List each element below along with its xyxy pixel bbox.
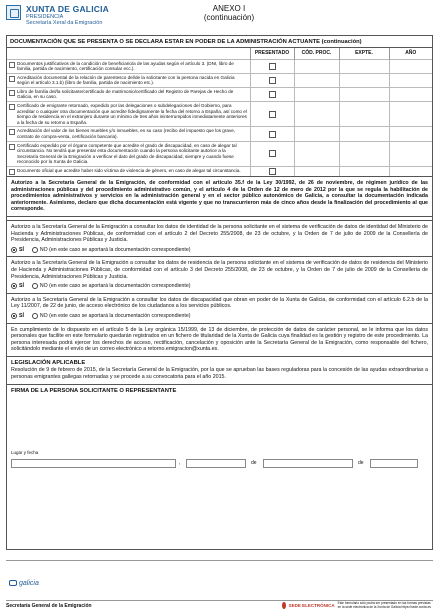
residence-no-option[interactable] (32, 283, 191, 290)
presented-checkbox[interactable] (269, 77, 276, 84)
documents-col-description (7, 48, 250, 59)
document-row (7, 167, 432, 177)
proc-code-cell[interactable] (294, 73, 339, 87)
authorization-residence (7, 256, 432, 292)
proc-code-cell[interactable] (294, 167, 339, 177)
file-cell[interactable] (339, 73, 389, 87)
legislation-text: Resolución de 9 de febrero de 2015, de la Secretaría General de la Emigración, por la que se aprueban las bases reguladoras para la concesión de las ayudas extraordinarias a personas emigrantes gallegas retornadas y se procede a su convocatoria para el año 2015. (11, 367, 428, 381)
year-cell[interactable] (389, 87, 432, 101)
col-proc-code: CÓD. PROC. (294, 48, 339, 59)
identity-yes-option[interactable] (11, 247, 24, 254)
month-field[interactable] (263, 459, 353, 468)
document-text: Libro de familia del/la solicitante/certificado de matrimonio/certificado del Registro de Parejas de Hecho de Galicia, en su caso. (17, 88, 234, 100)
radio-selected-icon[interactable] (11, 247, 17, 253)
document-description-cell (7, 127, 250, 141)
year-cell[interactable] (389, 102, 432, 127)
document-text: Documento oficial que acredite haber sido víctima de violencia de género, en caso de alegar tal circunstancia. (17, 168, 241, 173)
document-description-cell (7, 141, 250, 166)
presented-cell (250, 127, 294, 141)
presented-checkbox[interactable] (269, 91, 276, 98)
sede-name: SEDE ELECTRÓNICA (288, 603, 335, 609)
brand-name: XUNTA DE GALICIA (26, 4, 110, 14)
authorization-disability (7, 293, 432, 323)
document-description (9, 128, 248, 139)
document-description-cell (7, 102, 250, 127)
radio-selected-icon[interactable] (11, 283, 17, 289)
document-description (9, 168, 248, 175)
presented-cell (250, 87, 294, 101)
row-checkbox[interactable] (9, 76, 15, 82)
presented-cell (250, 167, 294, 177)
presented-cell (250, 141, 294, 166)
footer-divider (6, 560, 433, 561)
signature-section (7, 384, 432, 549)
day-field[interactable] (186, 459, 246, 468)
row-checkbox[interactable] (9, 104, 15, 110)
authorization-documents-text: Autorizo a la Secretaría General de la Emigración, de conformidad con el artículo 35.f de la Ley 30/1992, de 26 de noviembre, de régimen jurídico de las administraciones públicas y del procedimiento administrativo común, y el artículo 4 de la Orden de 12 de mero de 2012 por la que se regula la habilitación de procedimientos administrativos y servicios en la administración general y en el sector público autonómico de Galicia, a consultar la documentación indicada anteriormente. Asimismo, declaro que dicha documentación está vigente y que no transcurrieron más de cinco años desde la finalización del procedimiento al que corresponde. (11, 180, 428, 213)
place-field[interactable] (11, 459, 176, 468)
galicia-logo-text: galicia (19, 580, 39, 587)
documents-section-title: DOCUMENTACIÓN QUE SE PRESENTA O SE DECLARA ESTAR EN PODER DE LA ADMINISTRACIÓN ACTUANTE (continuación) (7, 36, 432, 48)
document-description-cell (7, 87, 250, 101)
year-cell[interactable] (389, 73, 432, 87)
no-label: NO (en este caso se aportará la documentación correspondiente) (39, 246, 191, 253)
yes-label: SÍ (19, 246, 24, 253)
proc-code-cell[interactable] (294, 59, 339, 73)
row-checkbox[interactable] (9, 169, 15, 175)
document-description (9, 143, 248, 165)
row-checkbox[interactable] (9, 144, 15, 150)
annex-title (174, 4, 284, 22)
radio-empty-icon[interactable] (32, 247, 38, 253)
sede-icon (282, 602, 286, 609)
file-cell[interactable] (339, 167, 389, 177)
disability-radio-group (11, 313, 428, 320)
annex-line-2: (continuación) (203, 13, 255, 22)
identity-radio-group (11, 247, 428, 254)
document-row (7, 73, 432, 87)
legislation-section (7, 356, 432, 384)
presented-cell (250, 59, 294, 73)
disability-no-option[interactable] (32, 313, 191, 320)
row-checkbox[interactable] (9, 129, 15, 135)
no-label: NO (en este caso se aportará la documentación correspondiente) (39, 312, 191, 319)
presented-checkbox[interactable] (269, 150, 276, 157)
col-presented: PRESENTADO (250, 48, 294, 59)
document-row (7, 127, 432, 141)
document-text: Acreditación documental de la relación de parentesco del/de la solicitante con la persona nacida en Galicia según el artículo 3.1.b) (libro de familia, partida de nacimiento etc.). (17, 74, 235, 86)
place-date-row (11, 459, 421, 469)
residence-radio-group (11, 283, 428, 290)
document-text: Acreditación del valor de los bienes muebles y/o inmuebles, en su caso (recibo del impuesto que los grave, contrato de compra-venta, certificación bancaria). (17, 128, 236, 140)
authorization-documents (7, 176, 432, 216)
signature-title: FIRMA DE LA PERSONA SOLICITANTE O REPRESENTANTE (11, 387, 177, 394)
comma-separator: , (179, 459, 181, 466)
data-protection-text: En cumplimiento de lo dispuesto en el artículo 5 de la Ley orgánica 15/1999, de 13 de diciembre, de protección de datos de carácter personal, se le informa que los datos personales que facilite en este formulario quedarán registrados en un fichero de titularidad de la Xunta de Galicia cuya finalidad es la gestión y registro de este procedimiento. La persona interesada podrá ejercer los derechos de acceso, rectificación, cancelación y oposición ante la Secretaría General de la Emigración, como responsable del fichero, solicitándolo mediante el envío de un correo electrónico a retorno.emigracion@xunta.es. (11, 326, 428, 353)
year-cell[interactable] (389, 167, 432, 177)
de-separator-1: de (251, 459, 257, 466)
document-description (9, 61, 248, 72)
document-text: Documentos justificativos de la condición de beneficiario/a de las ayudas según el artículo 3. (DNI, libro de familia, partida de nacimiento, certificación consular ecc.). (17, 60, 234, 72)
authorization-identity-text: Autorizo a la Secretaría General de la Emigración a consultar los datos de identidad de la persona solicitante en el sistema de verificación de datos de identidad del Ministerio de Hacienda y Administraciones Públicas, de conformidad con el artículo 2 del Decreto 255/2008, de 23 de octubre, y la Orden de 7 de julio de 2009 de la Consellería de Presidencia, Administraciones Públicas y Justicia. (11, 223, 428, 244)
yes-label: SÍ (19, 283, 24, 290)
proc-code-cell[interactable] (294, 141, 339, 166)
document-text: Certificado expedido por el órgano competente que acredite el grado de discapacidad, en caso de alegar tal circunstancia. No tendrá que presentar esta documentación cuando la persona solicitante autorice a la Secretaría General de la Emigración a verificar el dato del grado de discapacidad, siempre y cuando fuese reconocido por la Xunta de Galicia. (17, 142, 237, 165)
sede-text: Este formulario sólo podrá ser presentado en las formas previstas en la sede electrónica de la Xunta de Galicia https://sede.xunta.es (337, 601, 431, 609)
year-cell[interactable] (389, 127, 432, 141)
authorization-identity (7, 220, 432, 256)
document-description (9, 75, 248, 86)
document-description-cell (7, 59, 250, 73)
de-separator-2: de (358, 459, 364, 466)
department-name: PRESIDENCIA (26, 14, 64, 20)
document-text: Certificado de emigrante retornado, expedido por las delegaciones o subdelegaciones del Gobierno, para acreditar o cualquier otra documentación que acredite fidedignamente la fecha del retorno a España, así como el tiempo de residencia en el extranjero durante un mínimo de tres años ininterrumpidos inmediatamente anteriores a la fecha de su retorno a España. (17, 103, 247, 125)
disability-yes-option[interactable] (11, 313, 24, 320)
row-checkbox[interactable] (9, 62, 15, 68)
document-description-cell (7, 167, 250, 177)
proc-code-cell[interactable] (294, 87, 339, 101)
residence-yes-option[interactable] (11, 283, 24, 290)
col-year: AÑO (389, 48, 432, 59)
radio-empty-icon[interactable] (32, 313, 38, 319)
page-header (6, 4, 433, 30)
file-cell[interactable] (339, 87, 389, 101)
file-cell[interactable] (339, 59, 389, 73)
annex-line-1: ANEXO I (212, 4, 246, 13)
document-description-cell (7, 73, 250, 87)
authorization-disability-text: Autorizo a la Secretaría General de la Emigración a consultar los datos de discapacidad que obran en poder de la Xunta de Galicia, de conformidad con el artículo 6.2.b de la Ley 11/2007, de 22 de junio, de acceso electrónico de los ciudadanos a los servicios públicos. (11, 296, 428, 310)
authorization-residence-text: Autorizo a la Secretaría General de la Emigración a consultar los datos de residencia de la persona solicitante en el sistema de verificación de datos de residencia del Ministerio de Hacienda y Administraciones Públicas, de conformidad con el artículo 3 del Decreto 255/2008, de 23 de octubre, y la Orden de 7 de julio de 2009 de la Consellería de Presidencia, Administraciones Públicas y Justicia. (11, 260, 428, 280)
document-description (9, 103, 248, 125)
presented-checkbox[interactable] (269, 168, 276, 175)
radio-selected-icon[interactable] (11, 313, 17, 319)
subdepartment-name: Secretaría Xeral da Emigración (26, 20, 103, 26)
year-field[interactable] (370, 459, 418, 468)
document-row (7, 59, 432, 73)
footer-organization: Secretaría General de la Emigración (6, 603, 92, 609)
electronic-office-notice (282, 602, 433, 609)
data-protection-notice (7, 323, 432, 356)
presented-cell (250, 102, 294, 127)
presented-checkbox[interactable] (269, 131, 276, 138)
year-cell[interactable] (389, 141, 432, 166)
document-description (9, 89, 248, 100)
file-cell[interactable] (339, 141, 389, 166)
file-cell[interactable] (339, 102, 389, 127)
document-row (7, 102, 432, 127)
galicia-mark-icon (9, 580, 17, 586)
documents-table (7, 48, 432, 176)
year-cell[interactable] (389, 59, 432, 73)
proc-code-cell[interactable] (294, 127, 339, 141)
identity-no-option[interactable] (32, 247, 191, 254)
col-file: EXPTE. (339, 48, 389, 59)
galicia-logo (9, 580, 39, 587)
presented-cell (250, 73, 294, 87)
radio-empty-icon[interactable] (32, 283, 38, 289)
no-label: NO (en este caso se aportará la documentación correspondiente) (39, 283, 191, 290)
yes-label: SÍ (19, 312, 24, 319)
presented-checkbox[interactable] (269, 111, 276, 118)
document-row (7, 87, 432, 101)
xunta-logo-icon (6, 5, 21, 20)
proc-code-cell[interactable] (294, 102, 339, 127)
place-date-label: Lugar y fecha (11, 449, 39, 455)
presented-checkbox[interactable] (269, 63, 276, 70)
file-cell[interactable] (339, 127, 389, 141)
form-frame (6, 35, 433, 550)
legislation-title: LEGISLACIÓN APLICABLE (11, 359, 86, 366)
document-row (7, 141, 432, 166)
row-checkbox[interactable] (9, 90, 15, 96)
